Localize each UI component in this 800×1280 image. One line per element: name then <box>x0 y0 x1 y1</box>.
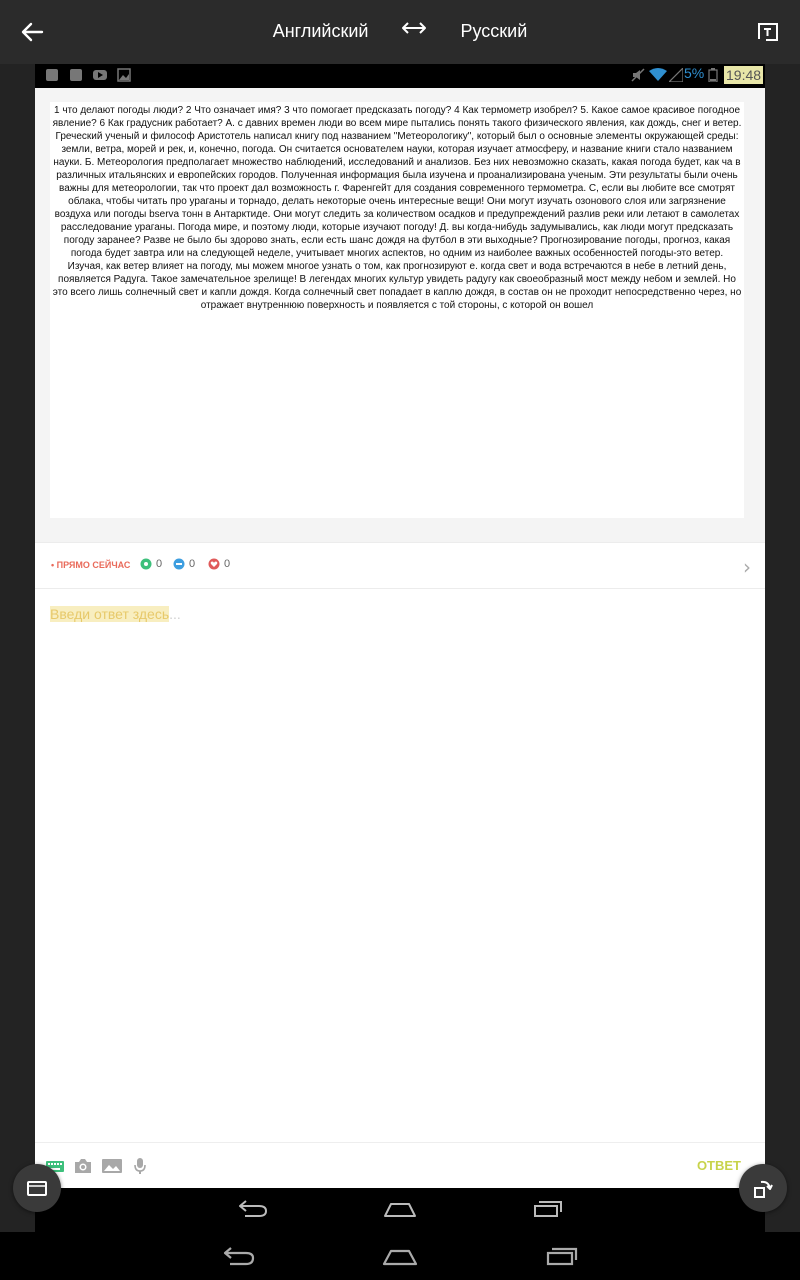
microphone-icon[interactable] <box>133 1157 147 1175</box>
signal-icon <box>669 68 683 82</box>
text-select-icon[interactable] <box>756 20 780 44</box>
target-language[interactable]: Русский <box>460 20 528 41</box>
clock: 19:48 <box>726 67 762 83</box>
home-icon[interactable] <box>382 1244 418 1268</box>
language-selector <box>0 20 800 42</box>
answer-placeholder: Введи ответ здесь <box>50 606 170 622</box>
heart-icon <box>207 558 221 570</box>
battery-icon <box>708 68 718 82</box>
inner-back-icon[interactable] <box>235 1198 269 1220</box>
likes-count <box>207 558 230 570</box>
expand-panel-button[interactable] <box>13 1164 61 1212</box>
image-icon[interactable] <box>101 1157 123 1175</box>
mute-icon <box>631 68 645 82</box>
submit-answer-button[interactable]: ОТВЕТ <box>696 1158 741 1173</box>
video-icon <box>93 68 107 82</box>
notification-icon <box>69 68 83 82</box>
camera-icon[interactable] <box>73 1157 93 1175</box>
app-screenshot <box>35 64 765 1232</box>
question-image[interactable] <box>50 102 744 518</box>
swap-languages-icon[interactable] <box>401 21 427 35</box>
image-notification-icon <box>117 68 131 82</box>
answer-input[interactable] <box>50 606 181 622</box>
live-label: • ПРЯМО СЕЙЧАС <box>51 560 131 570</box>
comment-icon <box>172 558 186 570</box>
inner-home-icon[interactable] <box>383 1198 417 1220</box>
panel-icon <box>26 1177 48 1199</box>
question-text: 1 что делают погоды люди? 2 Что означает имя? 3 что помогает предсказать погоду? 4 Как термометр изобрел? 5. Какое самое красивое погодное явление? 6 Как градусник работает? А. с давних времен люди во всем мире пытались понять такого физического явления, как дождь, снег и ветер. Греческий ученый и философ Аристотель написал книгу под названием "Метеорологику", который был о основные элементы окружающей среды: земли, ветра, морей и рек, и, конечно, погода. Он считается основателем науки, которая изучает атмосферу, и название книги стало названием науки. Б. Метеорология предполагает множество наблюдений, исследований и анализов. Без них невозможно сказать, какая погода будет, как ча в различных итальянских и европейских городов. Полученная информация была изучена и проанализирована ученым. Эти результаты были очень важны для метеорологии, так что проект дал возможность г. Фаренгейт для создания современного термометра. С, если вы любите все смотрят облака, чтобы читать про ураганы и торнадо, делать некоторые очень интересные вещи! Они могут изучать озонового слоя или загрязнение воздуха или погоды bserva тонн в Антарктиде. Они могут следить за количеством осадков и предупреждений разлив реки или летают в самолетах расследование ураганы. Погода мире, и поэтому люди, которые изучают погоду! Д. вы когда-нибудь задумывались, как люди могут предсказать погоду заранее? Разве не было бы здорово знать, если есть шанс дождя на футбол в эти выходные? Прогнозирование погоды, прогноз, какая погода будет завтра или на следующей неделе, учитывает многих аспектов, но одним из наиболее важных особенностей погоды-это ветер. Изучая, как ветер влияет на погоду, мы можем многое узнать о том, как прогнозируют е. когда свет и вода встречаются в небе в летний день, появляется Радуга. Такое замечательное зрелище! В легендах многих культур увидеть радугу как своеобразный мост между небом и землей. Но это всего лишь солнечный свет и капли дождя. Когда солнечный свет попадает в каплю дождя, в состав он не проходит непосредственно через, но отражает внутреннюю поверхность и появляется с той стороны, с которой он вошел <box>52 105 742 311</box>
app-notification-icon <box>45 68 59 82</box>
eye-icon <box>139 558 153 570</box>
comments-value: 0 <box>189 558 196 570</box>
inner-recents-icon[interactable] <box>531 1198 565 1220</box>
views-value: 0 <box>156 558 163 570</box>
stats-row <box>35 542 765 589</box>
translate-bar <box>0 0 800 64</box>
views-count <box>139 558 162 570</box>
rotate-button[interactable] <box>739 1164 787 1212</box>
comments-count <box>172 558 195 570</box>
system-navigation-bar <box>0 1232 800 1280</box>
recent-apps-icon[interactable] <box>544 1244 580 1268</box>
answer-placeholder-ellipsis: ... <box>169 606 181 622</box>
source-language[interactable]: Английский <box>272 20 369 41</box>
back-icon[interactable] <box>220 1244 256 1268</box>
chevron-right-icon[interactable]: › <box>743 555 751 579</box>
likes-value: 0 <box>224 558 231 570</box>
rotate-icon <box>752 1177 774 1199</box>
inner-navigation-bar <box>35 1188 765 1232</box>
answer-toolbar <box>35 1142 765 1188</box>
battery-percent: 5% <box>684 65 705 81</box>
status-bar <box>35 64 765 88</box>
wifi-icon <box>649 68 667 82</box>
